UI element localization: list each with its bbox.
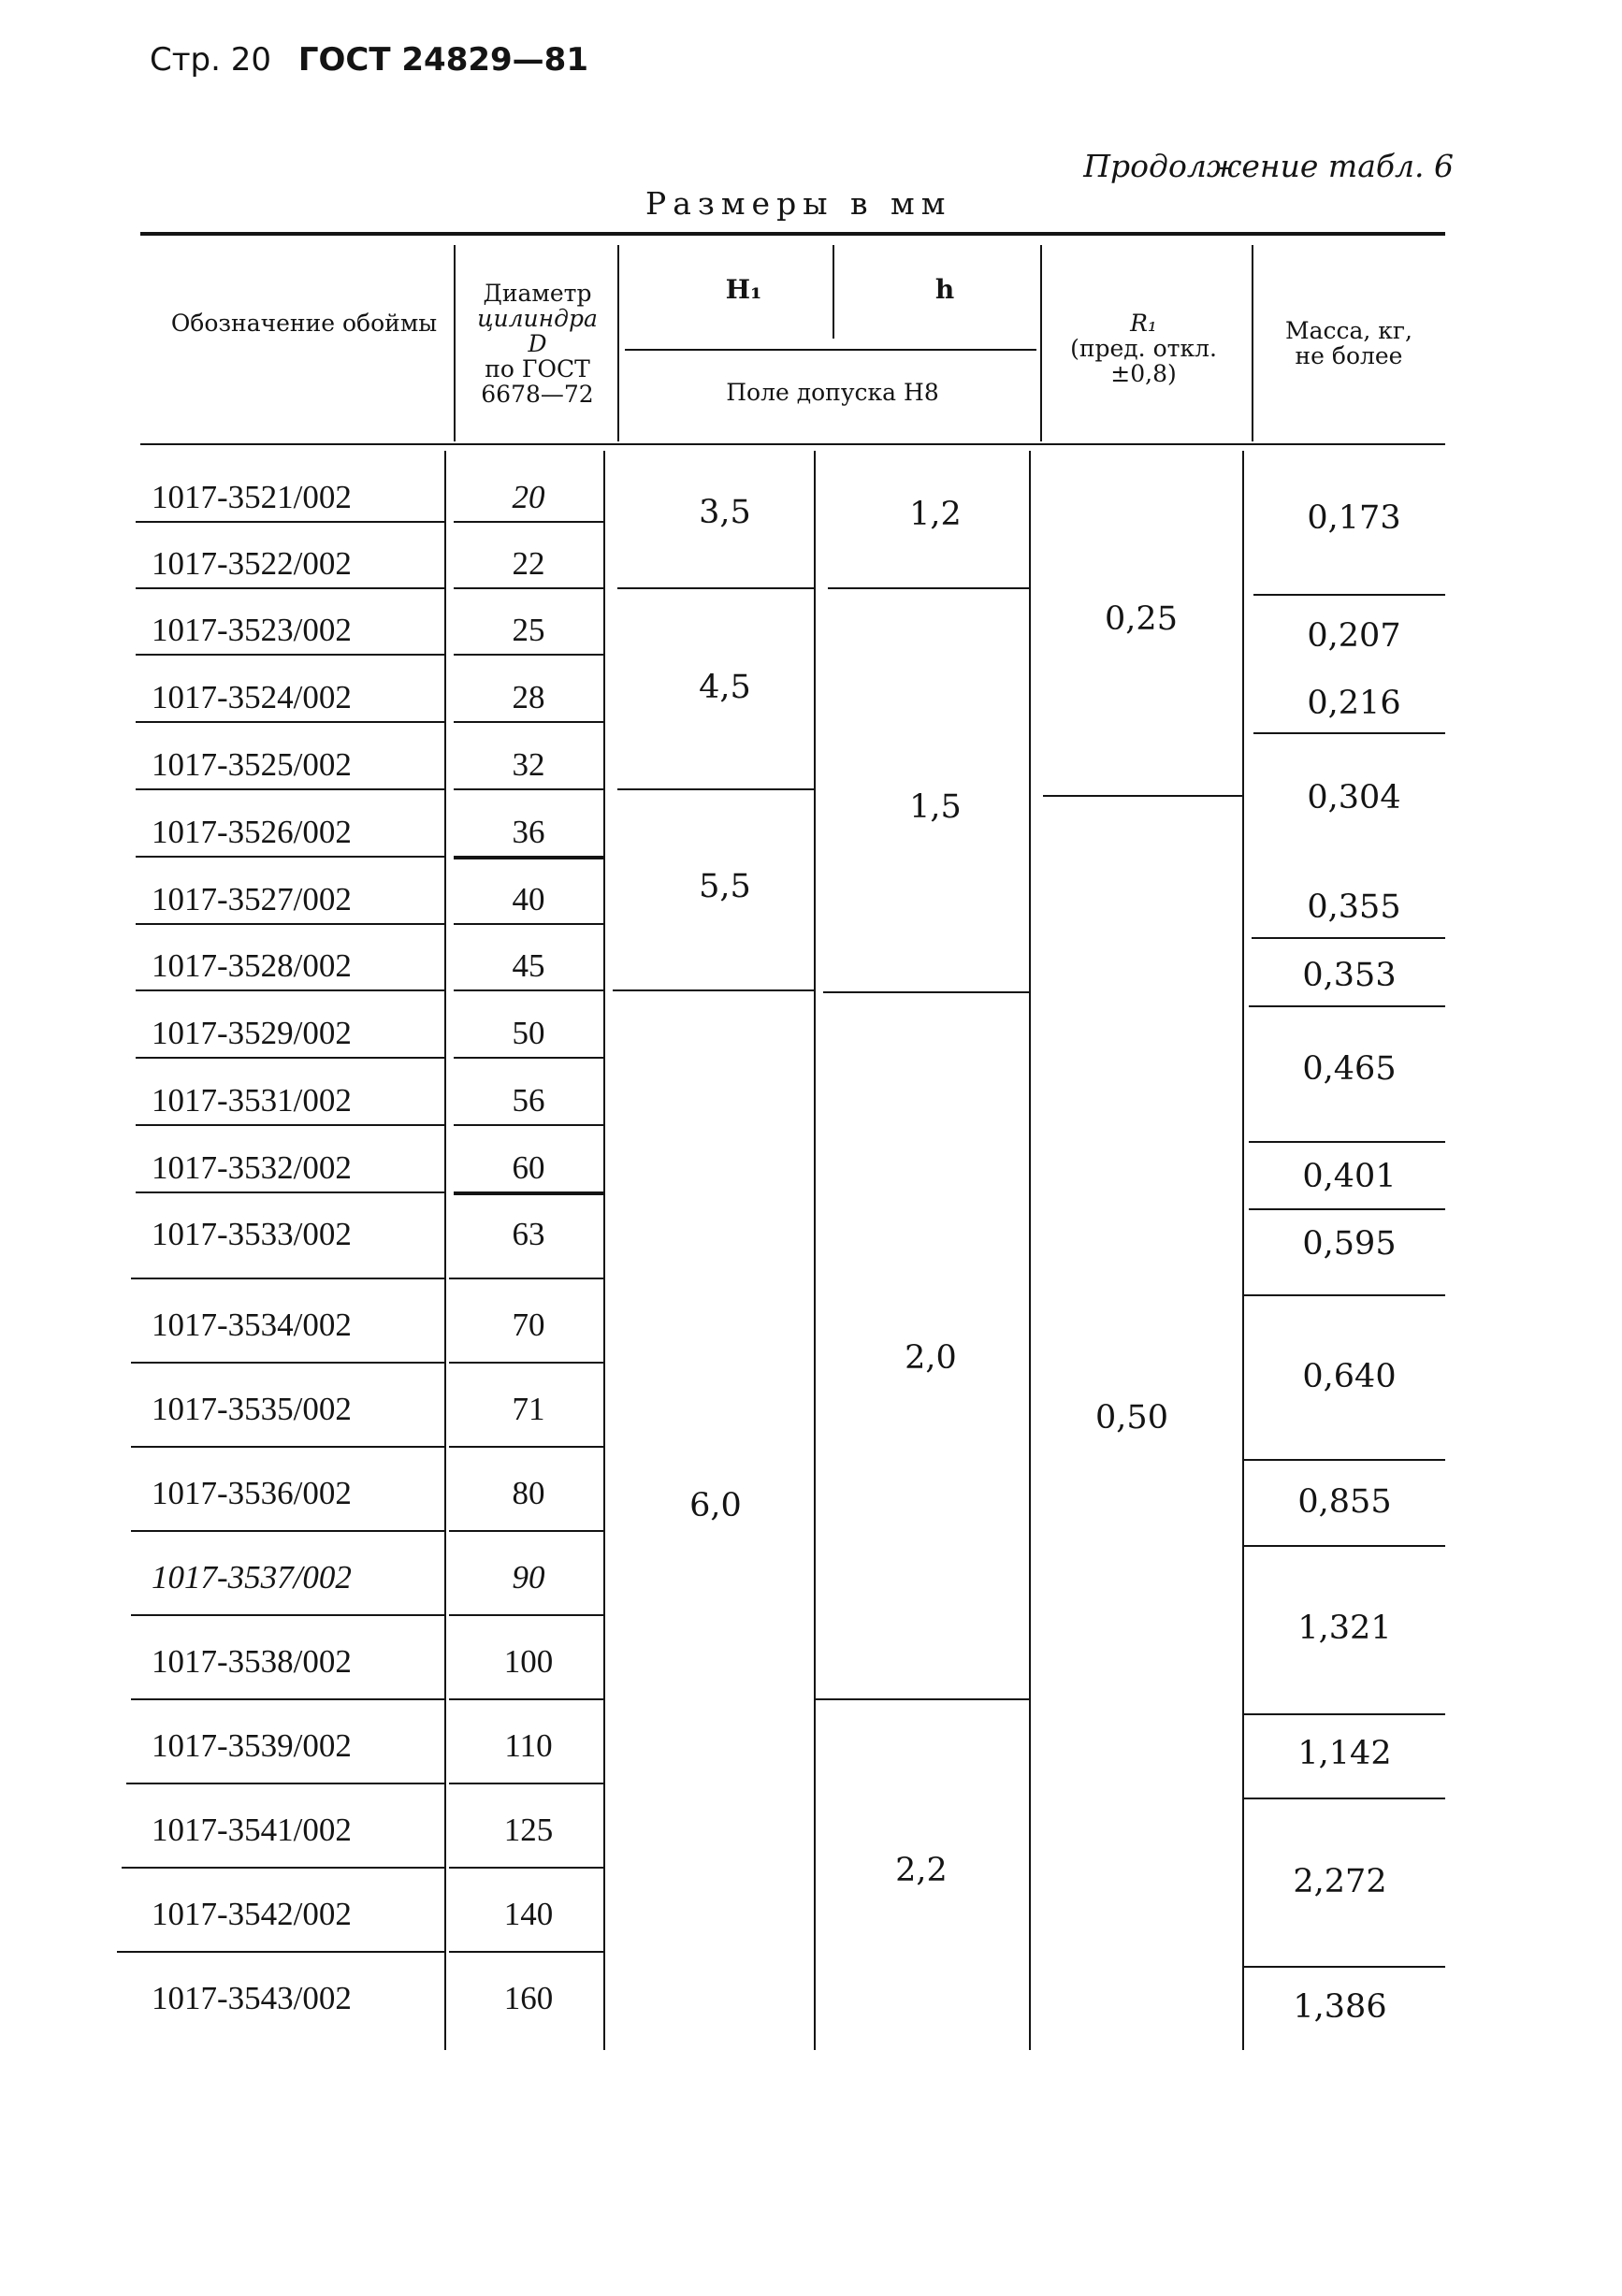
header-divider-4: [1040, 245, 1042, 441]
row-code: 1017-3528/002: [152, 947, 352, 984]
header-diameter-line: цилиндра: [477, 305, 598, 332]
header-divider-3: [833, 245, 834, 339]
row-rule: [136, 1124, 444, 1126]
row-code: 1017-3531/002: [152, 1082, 352, 1119]
d-rule: [454, 654, 603, 656]
d-rule: [454, 721, 603, 723]
h-rule: [814, 1698, 1029, 1700]
row-diameter: 140: [503, 1896, 554, 1932]
d-rule: [454, 1191, 603, 1195]
d-rule: [454, 923, 603, 925]
row-code: 1017-3539/002: [152, 1727, 352, 1764]
row-rule: [136, 521, 444, 523]
row-diameter: 36: [512, 814, 545, 850]
header-divider-2: [617, 245, 619, 441]
units-caption: Размеры в мм: [645, 185, 952, 222]
row-diameter: 90: [512, 1559, 545, 1596]
mass-value: 0,640: [1302, 1358, 1397, 1395]
row-diameter: 25: [512, 612, 545, 648]
row-code: 1017-3533/002: [152, 1216, 352, 1252]
row-code: 1017-3532/002: [152, 1149, 352, 1186]
row-code: 1017-3534/002: [152, 1307, 352, 1343]
d-rule: [454, 856, 603, 859]
row-rule: [131, 1698, 444, 1700]
h1-rule: [617, 788, 814, 790]
d-rule: [454, 1124, 603, 1126]
mass-value: 2,272: [1293, 1863, 1387, 1900]
tolerance-rule: [625, 349, 1036, 351]
row-rule: [136, 788, 444, 790]
page-header: [150, 41, 588, 79]
body-divider-1: [444, 451, 446, 2050]
mass-value: 0,355: [1307, 888, 1401, 926]
row-code: 1017-3541/002: [152, 1812, 352, 1848]
header-mass-line: не более: [1295, 342, 1403, 369]
row-rule: [131, 1614, 444, 1616]
row-code: 1017-3536/002: [152, 1475, 352, 1511]
h-rule: [828, 587, 1029, 589]
row-code: 1017-3525/002: [152, 746, 352, 783]
row-diameter: 70: [512, 1307, 545, 1343]
row-diameter: 160: [503, 1980, 554, 2016]
body-divider-5: [1242, 451, 1244, 2050]
header-h: h: [934, 274, 955, 305]
row-code: 1017-3537/002: [152, 1559, 352, 1596]
row-code: 1017-3522/002: [152, 545, 352, 582]
header-divider-1: [454, 245, 456, 441]
body-divider-3: [814, 451, 816, 2050]
header-diameter: [460, 281, 615, 407]
mass-rule: [1244, 1545, 1445, 1547]
row-code: 1017-3542/002: [152, 1896, 352, 1932]
d-rule: [449, 1362, 603, 1364]
row-code: 1017-3526/002: [152, 814, 352, 850]
header-mass-line: Масса, кг,: [1285, 317, 1412, 344]
header-r1-line: (пред. откл.: [1070, 335, 1217, 362]
mass-rule: [1242, 1966, 1445, 1968]
table-top-rule: [140, 232, 1445, 236]
d-rule: [454, 521, 603, 523]
row-diameter: 20: [512, 479, 545, 515]
d-rule: [454, 788, 603, 790]
row-rule: [131, 1362, 444, 1364]
continuation-label: Продолжение табл. 6: [1083, 148, 1454, 184]
header-diameter-line: по ГОСТ: [485, 355, 590, 383]
mass-value: 0,304: [1307, 779, 1401, 816]
h-value: 1,2: [909, 496, 962, 533]
row-diameter: 40: [512, 881, 545, 917]
header-r1-symbol: R₁: [1130, 310, 1157, 337]
header-tolerance: Поле допуска H8: [726, 379, 939, 406]
mass-value: 1,321: [1297, 1610, 1392, 1647]
row-rule: [136, 721, 444, 723]
mass-rule: [1244, 1713, 1445, 1715]
row-diameter: 63: [512, 1216, 545, 1252]
header-diameter-symbol: D: [528, 330, 547, 357]
header-bottom-rule: [140, 443, 1445, 445]
row-code: 1017-3527/002: [152, 881, 352, 917]
row-diameter: 50: [512, 1015, 545, 1051]
mass-value: 0,855: [1297, 1483, 1392, 1521]
header-r1: [1043, 310, 1244, 386]
h1-value: 4,5: [699, 669, 751, 706]
r1-value: 0,25: [1105, 600, 1178, 638]
h1-rule: [613, 989, 814, 991]
d-rule: [449, 1951, 603, 1953]
h-value: 2,0: [905, 1339, 957, 1377]
row-code: 1017-3538/002: [152, 1643, 352, 1680]
row-diameter: 125: [503, 1812, 554, 1848]
h1-value: 5,5: [699, 868, 751, 905]
row-code: 1017-3535/002: [152, 1391, 352, 1427]
row-rule: [136, 1191, 444, 1193]
h-rule: [823, 991, 1029, 993]
page-number: Стр. 20: [150, 41, 272, 79]
d-rule: [449, 1278, 603, 1279]
row-code: 1017-3523/002: [152, 612, 352, 648]
standard-number: ГОСТ 24829—81: [297, 41, 588, 79]
row-diameter: 60: [512, 1149, 545, 1186]
row-diameter: 28: [512, 679, 545, 715]
mass-rule: [1253, 594, 1445, 596]
row-diameter: 100: [503, 1643, 554, 1680]
r1-value: 0,50: [1095, 1399, 1168, 1437]
row-rule: [122, 1867, 444, 1869]
mass-rule: [1253, 732, 1445, 734]
d-rule: [454, 587, 603, 589]
mass-rule: [1249, 1141, 1445, 1143]
d-rule: [449, 1446, 603, 1448]
row-rule: [136, 923, 444, 925]
r1-rule: [1043, 795, 1242, 797]
mass-rule: [1244, 1294, 1445, 1296]
row-diameter: 110: [504, 1727, 553, 1764]
d-rule: [449, 1698, 603, 1700]
mass-rule: [1249, 1208, 1445, 1210]
row-rule: [117, 1951, 444, 1953]
row-rule: [136, 856, 444, 858]
row-code: 1017-3521/002: [152, 479, 352, 515]
d-rule: [449, 1867, 603, 1869]
row-diameter: 22: [512, 545, 545, 582]
d-rule: [449, 1783, 603, 1784]
row-rule: [131, 1278, 444, 1279]
mass-value: 1,386: [1293, 1988, 1387, 2026]
header-code: Обозначение обоймы: [170, 310, 438, 337]
h1-rule: [617, 587, 814, 589]
row-rule: [136, 587, 444, 589]
mass-value: 0,216: [1307, 685, 1401, 722]
d-rule: [454, 1057, 603, 1059]
row-diameter: 80: [512, 1475, 545, 1511]
h-value: 1,5: [909, 788, 962, 826]
row-diameter: 32: [512, 746, 545, 783]
h1-value: 3,5: [699, 494, 751, 531]
row-code: 1017-3524/002: [152, 679, 352, 715]
mass-rule: [1244, 1798, 1445, 1799]
header-r1-line: ±0,8): [1110, 360, 1177, 387]
mass-rule: [1249, 1005, 1445, 1007]
mass-value: 1,142: [1297, 1735, 1392, 1772]
header-h1: H₁: [725, 274, 762, 305]
row-rule: [131, 1446, 444, 1448]
row-code: 1017-3543/002: [152, 1980, 352, 2016]
mass-value: 0,401: [1302, 1158, 1397, 1195]
mass-value: 0,207: [1307, 617, 1401, 655]
row-rule: [126, 1783, 444, 1784]
body-divider-4: [1029, 451, 1031, 2050]
mass-value: 0,173: [1307, 499, 1401, 537]
h-value: 2,2: [895, 1852, 948, 1889]
row-rule: [136, 989, 444, 991]
mass-rule: [1252, 937, 1445, 939]
d-rule: [449, 1530, 603, 1532]
header-diameter-line: Диаметр: [483, 280, 592, 307]
row-diameter: 56: [512, 1082, 545, 1119]
row-code: 1017-3529/002: [152, 1015, 352, 1051]
d-rule: [454, 989, 603, 991]
row-rule: [131, 1530, 444, 1532]
d-rule: [449, 1614, 603, 1616]
header-diameter-line: 6678—72: [481, 381, 594, 408]
row-rule: [136, 1057, 444, 1059]
h1-value: 6,0: [689, 1487, 742, 1524]
header-divider-5: [1252, 245, 1253, 441]
mass-value: 0,353: [1302, 957, 1397, 994]
row-diameter: 71: [512, 1391, 545, 1427]
mass-value: 0,465: [1302, 1050, 1397, 1088]
mass-rule: [1244, 1459, 1445, 1461]
header-mass: [1255, 318, 1442, 368]
row-rule: [136, 654, 444, 656]
row-diameter: 45: [512, 947, 545, 984]
mass-value: 0,595: [1302, 1225, 1397, 1263]
